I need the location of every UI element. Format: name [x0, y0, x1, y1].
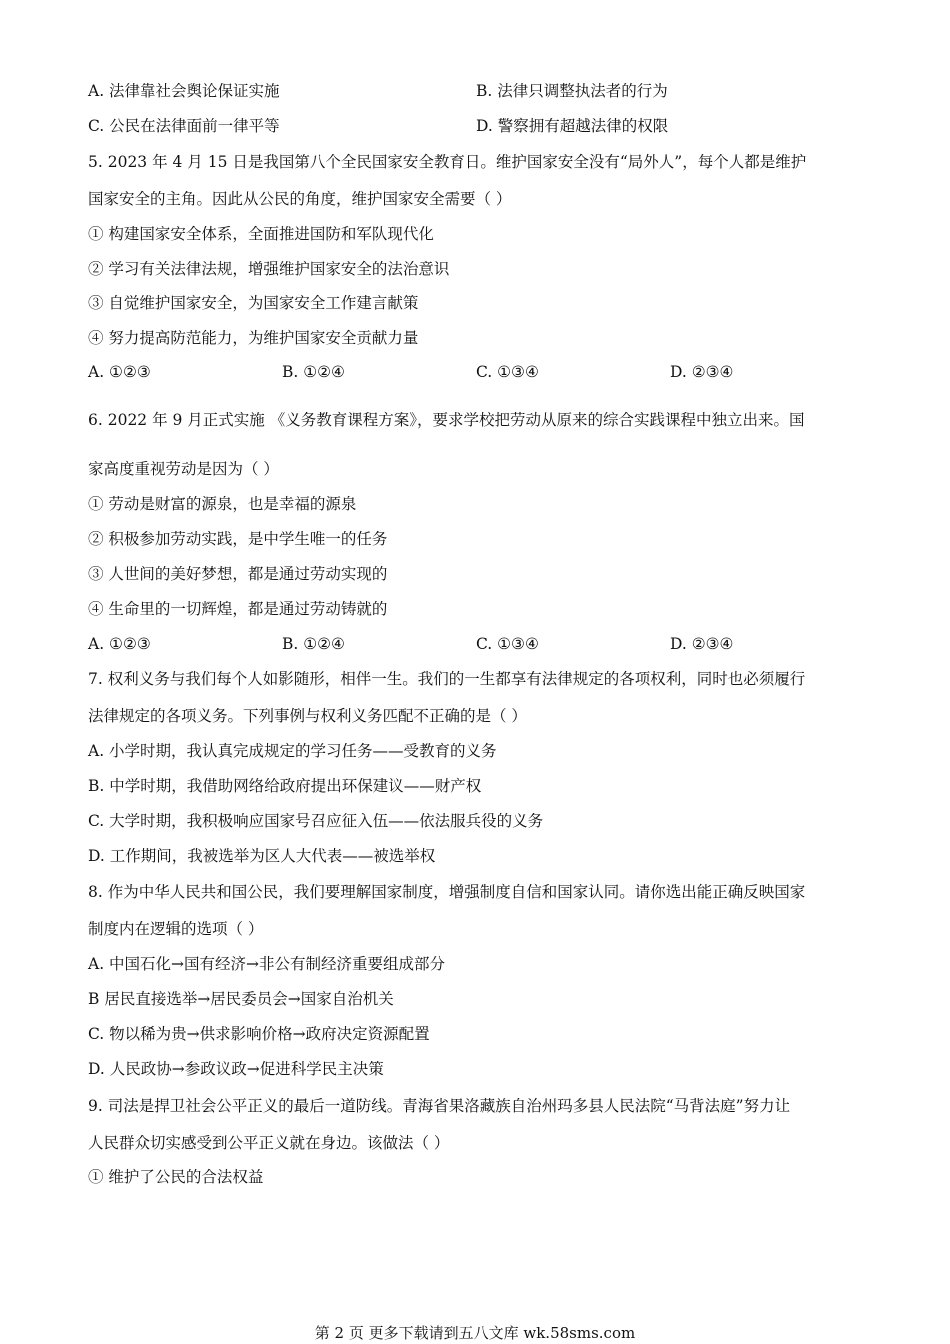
q7-option-a: A. 小学时期，我认真完成规定的学习任务——受教育的义务 [88, 742, 497, 760]
q6-option-b: B. ①②④ [282, 635, 345, 653]
q4-option-b: B. 法律只调整执法者的行为 [476, 82, 668, 100]
q5-stem-line2: 国家安全的主角。因此从公民的角度，维护国家安全需要（ ） [88, 190, 512, 208]
page-footer: 第 2 页 更多下载请到五八文库 wk.58sms.com [314, 1324, 636, 1342]
q6-stem-line2: 家高度重视劳动是因为（ ） [88, 460, 279, 478]
q9-stem-line2: 人民群众切实感受到公平正义就在身边。该做法（ ） [88, 1134, 450, 1152]
q5-item-2: ② 学习有关法律法规，增强维护国家安全的法治意识 [88, 260, 450, 278]
q6-option-c: C. ①③④ [476, 635, 539, 653]
q5-item-4: ④ 努力提高防范能力，为维护国家安全贡献力量 [88, 329, 419, 347]
q9-item-1: ① 维护了公民的合法权益 [88, 1168, 264, 1186]
q6-item-3: ③ 人世间的美好梦想，都是通过劳动实现的 [88, 565, 388, 583]
q8-stem-line1: 8. 作为中华人民共和国公民，我们要理解国家制度，增强制度自信和国家认同。请你选出能正确反映国家 [88, 883, 806, 901]
q7-option-d: D. 工作期间，我被选举为区人大代表——被选举权 [88, 847, 436, 865]
q8-stem-line2: 制度内在逻辑的选项（ ） [88, 920, 264, 938]
q8-option-c: C. 物以稀为贵→供求影响价格→政府决定资源配置 [88, 1025, 430, 1043]
q5-option-c: C. ①③④ [476, 363, 539, 381]
q5-option-b: B. ①②④ [282, 363, 345, 381]
q7-stem-line2: 法律规定的各项义务。下列事例与权利义务匹配不正确的是（ ） [88, 707, 527, 725]
q6-stem-line1: 6. 2022 年 9 月正式实施 《义务教育课程方案》，要求学校把劳动从原来的综合实践课程中独立出来。国 [88, 411, 805, 429]
q9-stem-line1: 9. 司法是捍卫社会公平正义的最后一道防线。青海省果洛藏族自治州玛多县人民法院“马背法庭”努力让 [88, 1097, 791, 1115]
q6-item-1: ① 劳动是财富的源泉，也是幸福的源泉 [88, 495, 357, 513]
q8-option-a: A. 中国石化→国有经济→非公有制经济重要组成部分 [88, 955, 446, 973]
q4-option-c: C. 公民在法律面前一律平等 [88, 117, 280, 135]
q8-option-b: B 居民直接选举→居民委员会→国家自治机关 [88, 990, 394, 1008]
q5-item-3: ③ 自觉维护国家安全，为国家安全工作建言献策 [88, 294, 419, 312]
q6-option-d: D. ②③④ [670, 635, 734, 653]
q7-option-b: B. 中学时期，我借助网络给政府提出环保建议——财产权 [88, 777, 482, 795]
q5-option-a: A. ①②③ [88, 363, 151, 381]
q7-stem-line1: 7. 权利义务与我们每个人如影随形，相伴一生。我们的一生都享有法律规定的各项权利，同时也必须履行 [88, 670, 806, 688]
q4-option-a: A. 法律靠社会舆论保证实施 [88, 82, 280, 100]
q5-item-1: ① 构建国家安全体系，全面推进国防和军队现代化 [88, 225, 434, 243]
q8-option-d: D. 人民政协→参政议政→促进科学民主决策 [88, 1060, 384, 1078]
q4-option-d: D. 警察拥有超越法律的权限 [476, 117, 669, 135]
q6-item-2: ② 积极参加劳动实践，是中学生唯一的任务 [88, 530, 388, 548]
q6-option-a: A. ①②③ [88, 635, 151, 653]
q5-stem-line1: 5. 2023 年 4 月 15 日是我国第八个全民国家安全教育日。维护国家安全没有“局外人”，每个人都是维护 [88, 153, 807, 171]
q6-item-4: ④ 生命里的一切辉煌，都是通过劳动铸就的 [88, 600, 388, 618]
q5-option-d: D. ②③④ [670, 363, 734, 381]
q7-option-c: C. 大学时期，我积极响应国家号召应征入伍——依法服兵役的义务 [88, 812, 544, 830]
